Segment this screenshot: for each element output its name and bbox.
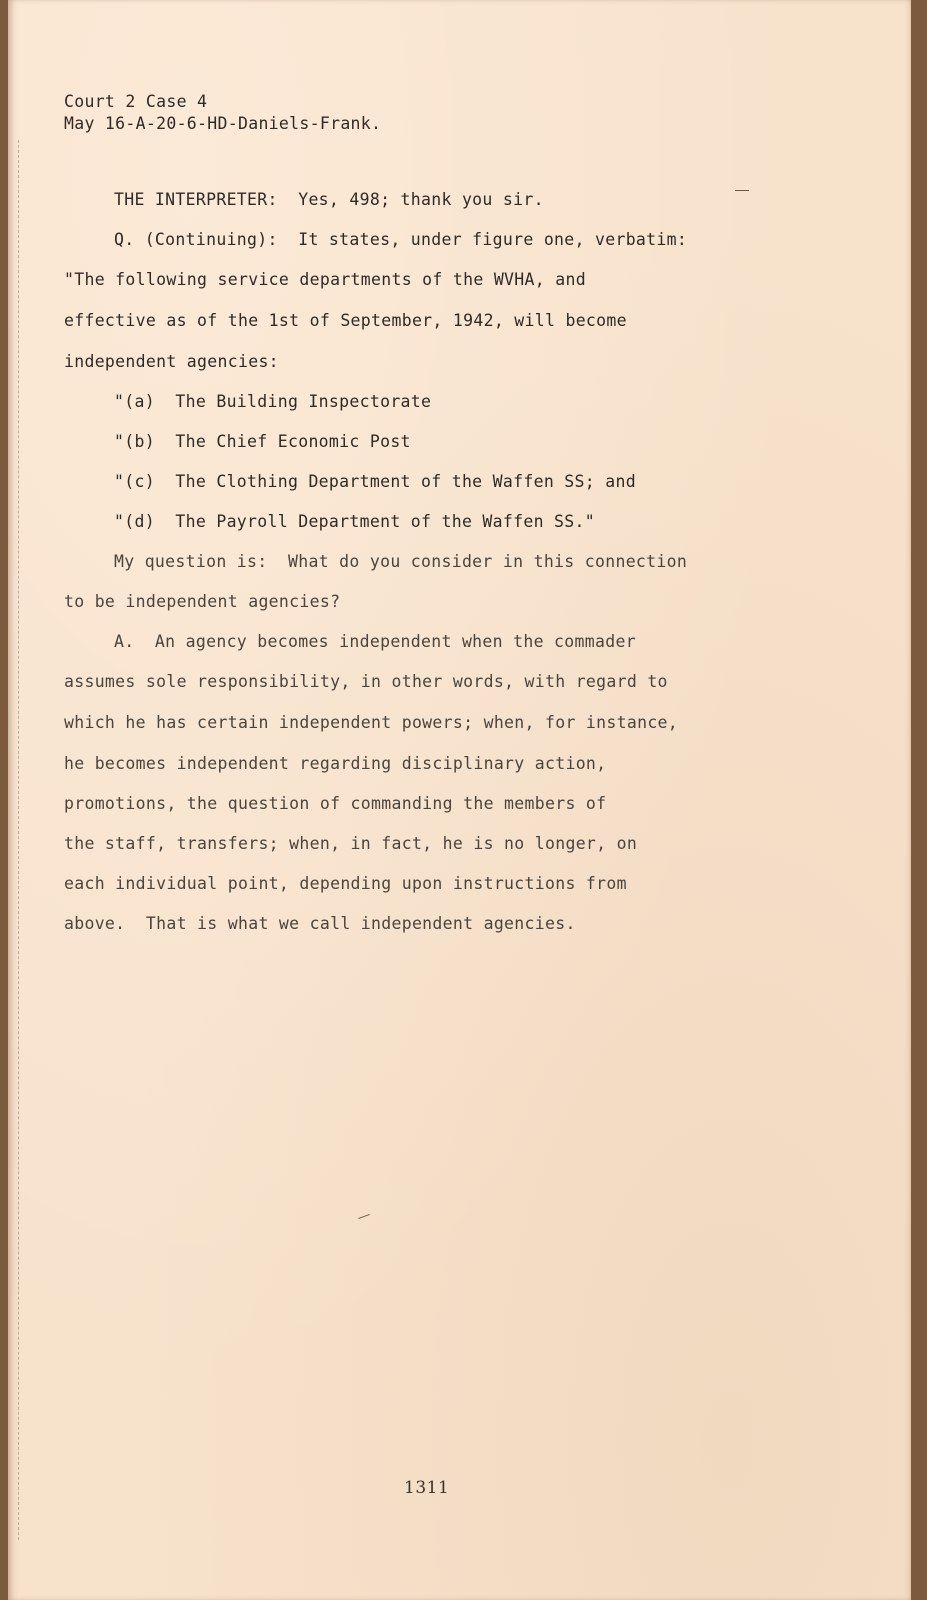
document-page — [8, 0, 911, 1600]
list-item: "(c) The Clothing Department of the Waffen SS; and — [114, 472, 636, 491]
list-item: "(d) The Payroll Department of the Waffen SS." — [114, 512, 595, 531]
transcript-line: he becomes independent regarding disciplinary action, — [64, 754, 607, 773]
page-number: 1311 — [404, 1478, 450, 1498]
transcript-line: effective as of the 1st of September, 1942, will become — [64, 311, 627, 330]
transcript-line: the staff, transfers; when, in fact, he is no longer, on — [64, 834, 638, 853]
transcript-line: Q. (Continuing): It states, under figure one, verbatim: — [114, 230, 688, 249]
transcript-line: which he has certain independent powers; when, for instance, — [64, 713, 679, 732]
transcript-line: assumes sole responsibility, in other words, with regard to — [64, 672, 668, 691]
transcript-line: to be independent agencies? — [64, 592, 341, 611]
header-court-case: Court 2 Case 4 — [64, 92, 208, 111]
stray-mark — [735, 190, 749, 191]
transcript-line: promotions, the question of commanding the members of — [64, 794, 607, 813]
transcript-line: above. That is what we call independent agencies. — [64, 914, 576, 933]
transcript-line: independent agencies: — [64, 352, 279, 371]
header-session-reference: May 16-A-20-6-HD-Daniels-Frank. — [64, 114, 382, 133]
transcript-line: A. An agency becomes independent when the commader — [114, 632, 636, 651]
transcript-line: each individual point, depending upon instructions from — [64, 874, 627, 893]
stray-mark — [358, 1214, 370, 1219]
transcript-line: THE INTERPRETER: Yes, 498; thank you sir. — [114, 190, 544, 209]
transcript-line: "The following service departments of the WVHA, and — [64, 270, 586, 289]
transcript-line: My question is: What do you consider in this connection — [114, 552, 688, 571]
list-item: "(b) The Chief Economic Post — [114, 432, 411, 451]
list-item: "(a) The Building Inspectorate — [114, 392, 432, 411]
